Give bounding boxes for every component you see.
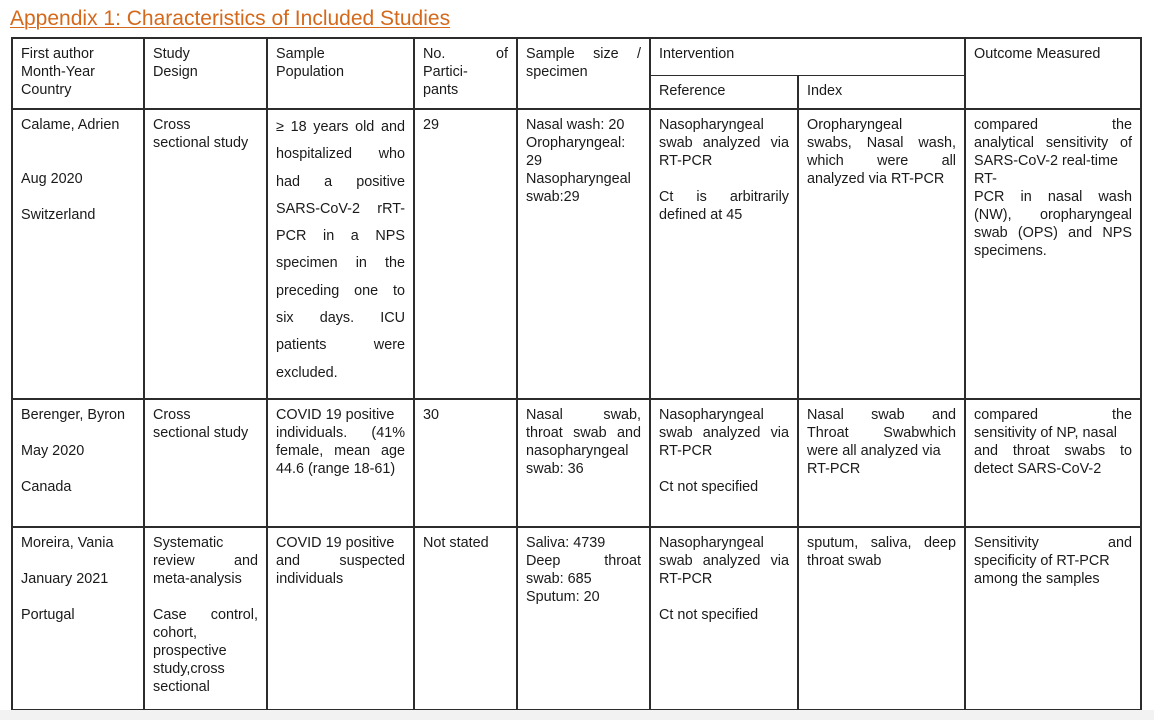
cell-participants: 29 (414, 109, 517, 399)
cell-participants: 30 (414, 399, 517, 527)
cell-population: COVID 19 positive individuals. (41% female, mean age 44.6 (range 18-61) (267, 399, 414, 527)
cell-author: Berenger, Byron May 2020 Canada (12, 399, 144, 527)
cell-design: Systematic review and meta-analysis Case control, cohort, prospective study,cross sectional (144, 527, 267, 710)
cell-sample: Nasal swab, throat swab and nasopharyngeal swab: 36 (517, 399, 650, 527)
header-author: First author Month-Year Country (12, 38, 144, 109)
cell-outcome: Sensitivity and specificity of RT-PCR among the samples (965, 527, 1141, 710)
header-row (12, 38, 1141, 75)
cell-index: Nasal swab and Throat Swabwhich were all analyzed via RT-PCR (798, 399, 965, 527)
cell-design: Cross sectional study (144, 399, 267, 527)
cell-author: Moreira, Vania January 2021 Portugal (12, 527, 144, 710)
cell-reference: Nasopharyngeal swab analyzed via RT-PCR Ct not specified (650, 399, 798, 527)
cell-author: Calame, Adrien Aug 2020 Switzerland (12, 109, 144, 399)
header-sample: Sample size / specimen (517, 38, 650, 109)
cell-sample: Nasal wash: 20 Oropharyngeal: 29 Nasopharyngeal swab:29 (517, 109, 650, 399)
cell-index: Oropharyngeal swabs, Nasal wash, which were all analyzed via RT-PCR (798, 109, 965, 399)
page-title: Appendix 1: Characteristics of Included Studies (10, 7, 451, 30)
cell-outcome: compared the sensitivity of NP, nasal and throat swabs to detect SARS-CoV-2 (965, 399, 1141, 527)
header-reference: Reference (650, 75, 798, 109)
cell-index: sputum, saliva, deep throat swab (798, 527, 965, 710)
cell-outcome: compared the analytical sensitivity of SARS-CoV-2 real-time RT- PCR in nasal wash (NW), oropharyngeal swab (OPS) and NPS specimens. (965, 109, 1141, 399)
header-design: Study Design (144, 38, 267, 109)
header-intervention: Intervention (650, 38, 965, 75)
page-bottom-edge (0, 710, 1154, 720)
header-index: Index (798, 75, 965, 109)
cell-design: Cross sectional study (144, 109, 267, 399)
header-population: Sample Population (267, 38, 414, 109)
studies-table (11, 37, 1142, 711)
cell-reference: Nasopharyngeal swab analyzed via RT-PCR Ct is arbitrarily defined at 45 (650, 109, 798, 399)
cell-population: ≥ 18 years old and hospitalized who had a positive SARS-CoV-2 rRT- PCR in a NPS specimen in the preceding one to six days. ICU patients were excluded. (267, 109, 414, 399)
header-outcome: Outcome Measured (965, 38, 1141, 109)
cell-population: COVID 19 positive and suspected individuals (267, 527, 414, 710)
header-participants: No. of Partici- pants (414, 38, 517, 109)
table-row (12, 109, 1141, 399)
cell-sample: Saliva: 4739 Deep throat swab: 685 Sputum: 20 (517, 527, 650, 710)
cell-participants: Not stated (414, 527, 517, 710)
table-row (12, 399, 1141, 527)
cell-reference: Nasopharyngeal swab analyzed via RT-PCR Ct not specified (650, 527, 798, 710)
table-row (12, 527, 1141, 710)
